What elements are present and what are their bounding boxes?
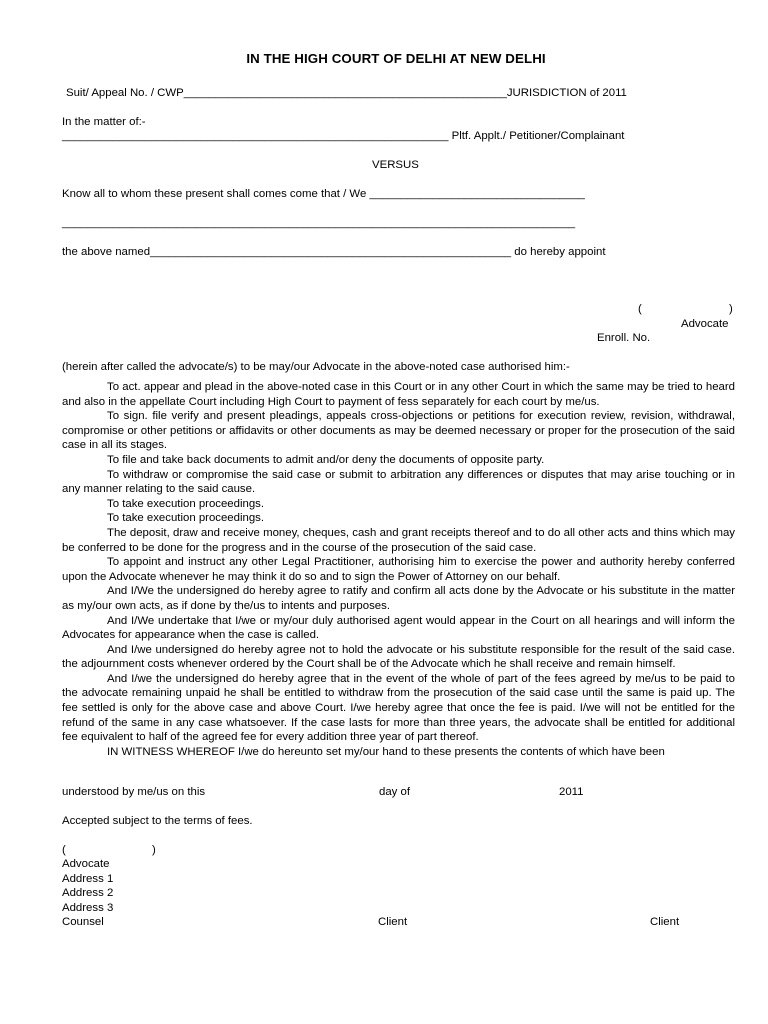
matter-line: _____________________________________________________________ Pltf. Applt./ Petitioner/Complainant <box>62 130 625 142</box>
clause-paragraph: To withdraw or compromise the said case or submit to arbitration any differences or disputes that may arise touching or in any manner relating to the said cause. <box>62 468 735 496</box>
accepted-terms: Accepted subject to the terms of fees. <box>62 815 253 827</box>
versus-label: VERSUS <box>372 159 419 171</box>
clause-paragraph: And I/we the undersigned do hereby agree that in the event of the whole of part of the fees agreed by me/us to be paid to the advocate remaining unpaid he shall be entitled to withdraw from the prosecution of the said case until the same is paid up. The fee settled is only for the above case and above Court. I/we hereby agree that once the fee is paid. I/we will not be entitled for the refund of the same in any case whatsoever. If the case lasts for more than three years, the advocate shall be entitled for additional fee equivalent to half of the agreed fee for every addition three year of part thereof. <box>62 672 735 744</box>
clause-paragraph: And I/We the undersigned do hereby agree to ratify and confirm all acts done by the Advocate or his substitute in the matter as my/our own acts, as if done by the/us to intents and purposes. <box>62 585 735 612</box>
witness-day-of: day of <box>379 786 411 798</box>
clause-paragraph: To sign. file verify and present pleadings, appeals cross-objections or petitions for execution review, revision, withdrawal, compromise or other petitions or affidavits or other documents as may be deemed necessary or proper for the prosecution of the said case in all its stages. <box>62 410 735 452</box>
enroll-no-label: Enroll. No. <box>597 332 651 344</box>
sig-address-3: Address 3 <box>62 902 114 914</box>
clause-paragraph: And I/we undersigned do hereby agree not to hold the advocate or his substitute responsible for the result of the said case. the adjournment costs whenever ordered by the Court shall be of the Advocate which he shall receive and remain himself. <box>62 643 735 671</box>
clause-paragraph: To take execution proceedings. <box>107 512 265 525</box>
sig-address-1: Address 1 <box>62 873 114 885</box>
sig-counsel: Counsel <box>62 916 104 928</box>
authority-clauses <box>62 380 735 759</box>
herein-line: (herein after called the advocate/s) to be may/our Advocate in the above-noted case authorised him:- <box>62 361 570 373</box>
clause-paragraph: The deposit, draw and receive money, cheques, cash and grant receipts thereof and to do all other acts and thins which may be conferred to be done for the progress and in the course of the prosecution of the said case. <box>62 526 735 554</box>
sig-advocate: Advocate <box>62 858 110 870</box>
witness-paragraph: IN WITNESS WHEREOF I/we do hereunto set my/our hand to these presents the contents of which have been <box>107 745 665 758</box>
clause-paragraph: To file and take back documents to admit and/or deny the documents of opposite party. <box>107 453 545 466</box>
matter-label: In the matter of:- <box>62 116 146 128</box>
clause-paragraph: And I/We undertake that I/we or my/our duly authorised agent would appear in the Court on all hearings and will inform the Advocates for appearance when the case is called. <box>62 614 735 642</box>
page-title: IN THE HIGH COURT OF DELHI AT NEW DELHI <box>246 51 546 66</box>
advocate-paren-open: ( <box>638 303 642 315</box>
sig-paren-open: ( <box>62 844 66 856</box>
sig-address-2: Address 2 <box>62 887 114 899</box>
clause-paragraph: To appoint and instruct any other Legal Practitioner, authorising him to exercise the power and authority hereby conferred upon the Advocate whenever he may think it do so and to sign the Power of Attorney on our behalf. <box>62 556 735 583</box>
sig-client-2: Client <box>650 916 680 928</box>
know-all-line: Know all to whom these present shall comes come that / We __________________________________ <box>62 188 585 200</box>
suit-appeal-line: Suit/ Appeal No. / CWP___________________________________________________JURISDICTION of 2011 <box>66 87 627 99</box>
sig-client-1: Client <box>378 916 408 928</box>
blank-line: _________________________________________________________________________________ <box>62 217 576 229</box>
clause-paragraph: To act. appear and plead in the above-noted case in this Court or in any other Court in which the same may be tried to heard and also in the appellate Court including High Court to payment of fess separately for each court by me/us. <box>62 381 735 408</box>
sig-paren-close: ) <box>152 844 156 856</box>
witness-year: 2011 <box>559 786 584 798</box>
above-named-line: the above named_________________________________________________________ do hereby appoint <box>62 246 606 258</box>
clause-paragraph: To take execution proceedings. <box>107 497 265 510</box>
advocate-paren-close: ) <box>729 303 733 315</box>
advocate-label: Advocate <box>681 318 729 330</box>
witness-understood: understood by me/us on this <box>62 786 206 798</box>
